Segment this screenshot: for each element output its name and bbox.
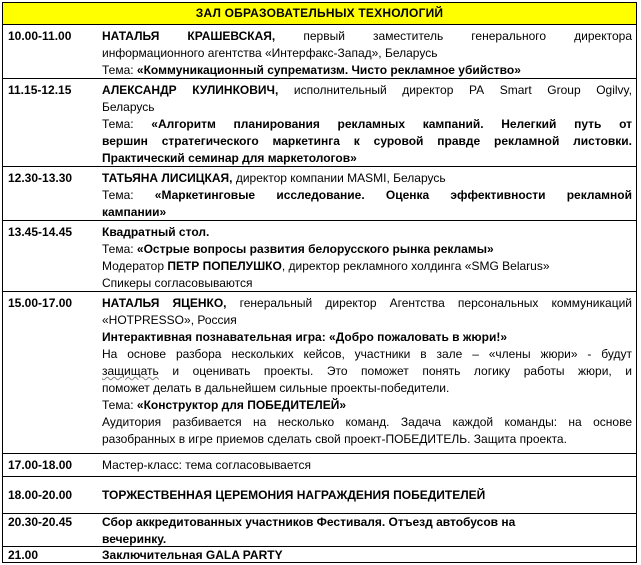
session-line <box>102 133 632 150</box>
schedule-row <box>3 78 636 166</box>
session-time: 13.45-14.45 <box>8 225 73 239</box>
session-line <box>102 150 632 167</box>
session-line <box>102 363 632 380</box>
session-time: 21.00 <box>8 548 39 562</box>
bold-text: Интерактивная познавательная игра: «Добро пожаловать в жюри!» <box>102 330 508 344</box>
line-text: , директор рекламного холдинга «SMG Belarus» <box>281 259 550 273</box>
speaker-name: ТАТЬЯНА ЛИСИЦКАЯ, <box>102 171 233 185</box>
session-line <box>102 241 632 258</box>
session-time: 17.00-18.00 <box>8 458 73 472</box>
bold-text: «Алгоритм планирования рекламных кампаний. Нелегкий путь от <box>151 117 633 131</box>
line-prefix: Тема: <box>102 398 137 412</box>
line-text: первый заместитель генерального директора <box>275 29 632 43</box>
line-text: исполнительный директор РА Smart Group Ogilvy, <box>278 83 632 97</box>
line-prefix: Модератор <box>102 259 168 273</box>
session-details <box>102 457 632 474</box>
schedule-row <box>3 166 636 220</box>
bold-text: ТОРЖЕСТВЕННАЯ ЦЕРЕМОНИЯ НАГРАЖДЕНИЯ ПОБЕДИТЕЛЕЙ <box>102 488 486 502</box>
line-text: генеральный директор Агентства персональных коммуникаций <box>226 296 632 310</box>
session-line <box>102 28 632 45</box>
line-text: разобранных в игре приемов сделать свой проект-ПОБЕДИТЕЛЬ. Защита проекта. <box>102 432 567 446</box>
schedule-row <box>3 513 636 546</box>
session-line <box>102 62 632 79</box>
schedule-row <box>3 25 636 78</box>
session-line <box>102 224 632 241</box>
schedule-row <box>3 453 636 476</box>
session-line <box>102 397 632 414</box>
session-line <box>102 258 632 275</box>
bold-text: «Острые вопросы развития белорусского рынка рекламы» <box>136 242 494 256</box>
session-line <box>102 275 632 292</box>
line-prefix: Тема: <box>102 63 137 77</box>
spell-flagged-word: защищать <box>102 364 159 378</box>
speaker-name: АЛЕКСАНДР КУЛИНКОВИЧ, <box>102 83 279 97</box>
session-line <box>102 457 632 474</box>
schedule-row <box>3 220 636 291</box>
session-line <box>102 431 632 448</box>
session-line <box>102 346 632 363</box>
bold-text: ПЕТР ПОПЕЛУШКО <box>167 259 282 273</box>
bold-text: кампании» <box>102 205 167 219</box>
session-line <box>102 312 632 329</box>
line-prefix: Тема: <box>102 188 155 202</box>
schedule-grid <box>2 25 637 563</box>
line-text: и оценивать проекты. Это поможет понять логику работы жюри, и <box>158 364 632 378</box>
session-details <box>102 487 632 504</box>
line-text: поможет делать в дальнейшем сильные проекты-победители. <box>102 381 450 395</box>
session-line <box>102 329 632 346</box>
session-details <box>102 514 632 548</box>
session-details <box>102 224 632 292</box>
session-line <box>102 514 632 531</box>
line-prefix: Тема: <box>102 117 152 131</box>
line-prefix: Тема: <box>102 242 137 256</box>
bold-text: Заключительная GALA PARTY <box>102 548 283 562</box>
bold-text: Практический семинар для маркетологов» <box>102 151 357 165</box>
session-time: 10.00-11.00 <box>8 29 72 43</box>
session-details <box>102 82 632 167</box>
line-text: Мастер-класс: тема согласовывается <box>102 458 311 472</box>
bold-text: вершин стратегического маркетинга к суровой правде рекламной листовки. <box>102 134 632 148</box>
line-text: На основе разбора нескольких кейсов, участники в зале – «члены жюри» - будут <box>102 347 632 361</box>
line-text: информационного агентства «Интерфакс-Запад», Беларусь <box>102 46 438 60</box>
line-text: директор компании MASMI, Беларусь <box>232 171 446 185</box>
session-line <box>102 204 632 221</box>
session-line <box>102 82 632 99</box>
bold-text: «Конструктор для ПОБЕДИТЕЛЕЙ» <box>136 398 347 412</box>
bold-text: «Маркетинговые исследование. Оценка эффективности рекламной <box>154 188 632 202</box>
session-time: 12.30-13.30 <box>8 171 73 185</box>
line-text: «HOTPRESSO», Россия <box>102 313 237 327</box>
session-line <box>102 99 632 116</box>
line-text: Беларусь <box>102 100 155 114</box>
session-time: 11.15-12.15 <box>8 83 72 97</box>
schedule-table <box>2 2 637 563</box>
session-details <box>102 170 632 221</box>
speaker-name: НАТАЛЬЯ ЯЦЕНКО, <box>102 296 227 310</box>
session-line <box>102 187 632 204</box>
session-details <box>102 547 632 564</box>
speaker-name: НАТАЛЬЯ КРАШЕВСКАЯ, <box>102 29 276 43</box>
schedule-row <box>3 476 636 513</box>
session-details <box>102 295 632 448</box>
session-line <box>102 547 632 564</box>
line-text: Аудитория разбивается на несколько команд. Задача каждой команды: на основе <box>102 415 632 429</box>
session-line <box>102 414 632 431</box>
session-time: 20.30-20.45 <box>8 515 73 529</box>
line-text: Спикеры согласовываются <box>102 276 253 290</box>
schedule-row <box>3 546 636 563</box>
session-line <box>102 487 632 504</box>
bold-text: Сбор аккредитованных участников Фестиваля. Отъезд автобусов на <box>102 515 516 529</box>
session-line <box>102 295 632 312</box>
session-details <box>102 28 632 79</box>
session-line <box>102 116 632 133</box>
schedule-row <box>3 291 636 453</box>
hall-title: ЗАЛ ОБРАЗОВАТЕЛЬНЫХ ТЕХНОЛОГИЙ <box>2 2 637 25</box>
session-line <box>102 45 632 62</box>
session-time: 15.00-17.00 <box>8 296 73 310</box>
session-time: 18.00-20.00 <box>8 488 73 502</box>
session-line <box>102 170 632 187</box>
bold-text: Квадратный стол. <box>102 225 210 239</box>
bold-text: «Коммуникационный супрематизм. Чисто рекламное убийство» <box>136 63 521 77</box>
session-line <box>102 380 632 397</box>
bold-text: вечеринку. <box>102 532 167 546</box>
